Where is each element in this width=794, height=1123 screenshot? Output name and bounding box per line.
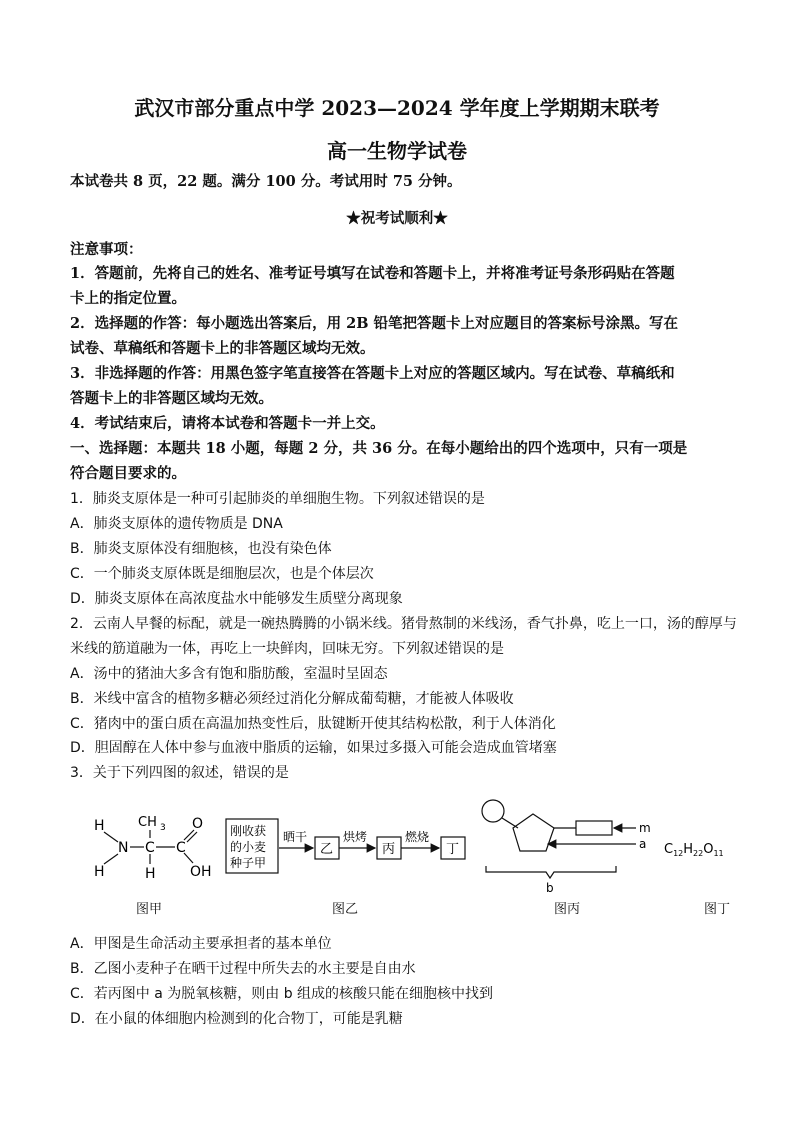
step-sun-dry: 晒干 <box>283 830 308 844</box>
label-b: b <box>546 881 554 895</box>
question-1-option: C．一个肺炎支原体既是细胞层次，也是个体层次 <box>70 566 374 582</box>
atom-h: H <box>94 864 105 880</box>
question-2-option: B．米线中富含的植物多糖必须经过消化分解成葡萄糖，才能被人体吸收 <box>70 691 514 707</box>
question-3-option: B．乙图小麦种子在晒干过程中所失去的水主要是自由水 <box>70 961 416 977</box>
caption-figure-yi: 图乙 <box>332 902 359 917</box>
atom-ch-subscript: 3 <box>160 823 166 833</box>
molecular-formula <box>664 842 724 858</box>
question-1-stem: 1．肺炎支原体是一种可引起肺炎的单细胞生物。下列叙述错误的是 <box>70 491 485 507</box>
question-2-option: C．猪肉中的蛋白质在高温加热变性后，肽键断开使其结构松散，利于人体消化 <box>70 716 556 732</box>
question-1-option: B．肺炎支原体没有细胞核，也没有染色体 <box>70 541 332 557</box>
atom-c-alpha: C <box>145 840 155 856</box>
figure-ding-formula <box>664 836 754 862</box>
box-ding-label: 丁 <box>446 842 460 857</box>
figure-yi-flowchart <box>225 815 475 885</box>
caption-figure-bing: 图丙 <box>554 902 581 917</box>
question-3-option: D．在小鼠的体细胞内检测到的化合物丁，可能是乳糖 <box>70 1011 403 1027</box>
box-label: 种子甲 <box>230 856 267 870</box>
question-3-option: A．甲图是生命活动主要承担者的基本单位 <box>70 936 332 952</box>
formula-o-sub: 11 <box>713 849 724 858</box>
atom-c-carboxyl: C <box>176 840 186 856</box>
figure-jia-amino-acid <box>88 808 218 888</box>
question-3-option: C．若丙图中 a 为脱氧核糖，则由 b 组成的核酸只能在细胞核中找到 <box>70 986 494 1002</box>
step-bake: 烘烤 <box>343 830 368 844</box>
box-label: 的小麦 <box>230 840 267 854</box>
atom-h: H <box>94 818 105 834</box>
atom-o: O <box>192 816 204 832</box>
question-3-stem: 3．关于下列四图的叙述，错误的是 <box>70 765 289 781</box>
formula-o: O <box>703 842 714 857</box>
box-label: 刚收获 <box>230 824 267 838</box>
formula-h-sub: 22 <box>693 849 704 858</box>
formula-h: H <box>683 842 694 857</box>
note-line: 试卷、草稿纸和答题卡上的非答题区域均无效。 <box>70 340 375 357</box>
note-line: 3．非选择题的作答：用黑色签字笔直接答在答题卡上对应的答题区域内。写在试卷、草稿纸和 <box>70 365 675 382</box>
note-line: 4．考试结束后，请将本试卷和答题卡一并上交。 <box>70 415 385 432</box>
box-bing-label: 丙 <box>382 842 396 857</box>
step-burn: 燃烧 <box>405 830 430 844</box>
exam-info: 本试卷共 8 页，22 题。满分 100 分。考试用时 75 分钟。 <box>70 173 462 190</box>
atom-ch: CH <box>138 815 157 830</box>
question-2-stem-cont: 米线的筋道融为一体，再吃上一块鲜肉，回味无穷。下列叙述错误的是 <box>70 641 504 657</box>
caption-figure-ding: 图丁 <box>704 902 731 917</box>
pentose-pentagon <box>513 814 554 851</box>
box-yi-label: 乙 <box>320 842 334 857</box>
caption-figure-jia: 图甲 <box>136 902 163 917</box>
exam-title: 武汉市部分重点中学 2023—2024 学年度上学期期末联考 <box>134 96 660 120</box>
label-m: m <box>639 821 651 835</box>
atom-oh: OH <box>190 864 212 880</box>
question-2-option: A．汤中的猪油大多含有饱和脂肪酸，室温时呈固态 <box>70 666 388 682</box>
formula-c: C <box>664 842 674 857</box>
section-heading: 一、选择题：本题共 18 小题，每题 2 分，共 36 分。在每小题给出的四个选项中，只有一项是 <box>70 440 688 457</box>
label-a: a <box>639 837 647 851</box>
notes-heading: 注意事项： <box>70 241 143 258</box>
exam-subtitle: 高一生物学试卷 <box>327 139 467 163</box>
phosphate-circle <box>482 800 504 822</box>
question-2-option: D．胆固醇在人体中参与血液中脂质的运输，如果过多摄入可能会造成血管堵塞 <box>70 740 557 756</box>
atom-h-alpha: H <box>145 866 156 882</box>
formula-c-sub: 12 <box>673 849 684 858</box>
figure-bing-nucleotide <box>478 796 660 896</box>
note-line: 答题卡上的非答题区域均无效。 <box>70 390 273 407</box>
atom-n: N <box>118 840 129 856</box>
brace-b <box>486 866 616 878</box>
question-2-stem: 2．云南人早餐的标配，就是一碗热腾腾的小锅米线。猪骨熬制的米线汤，香气扑鼻，吃上一口，汤的醇厚与 <box>70 616 737 632</box>
note-line: 1．答题前，先将自己的姓名、准考证号填写在试卷和答题卡上，并将准考证号条形码贴在答题 <box>70 265 675 282</box>
base-rectangle <box>576 821 612 835</box>
good-luck-note: ★祝考试顺利★ <box>346 210 448 227</box>
note-line: 卡上的指定位置。 <box>70 290 186 307</box>
note-line: 2．选择题的作答：每小题选出答案后，用 2B 铅笔把答题卡上对应题目的答案标号涂黑。写在 <box>70 315 679 332</box>
question-1-option: A．肺炎支原体的遗传物质是 DNA <box>70 516 283 532</box>
section-heading-cont: 符合题目要求的。 <box>70 465 186 482</box>
question-1-option: D．肺炎支原体在高浓度盐水中能够发生质壁分离现象 <box>70 591 403 607</box>
